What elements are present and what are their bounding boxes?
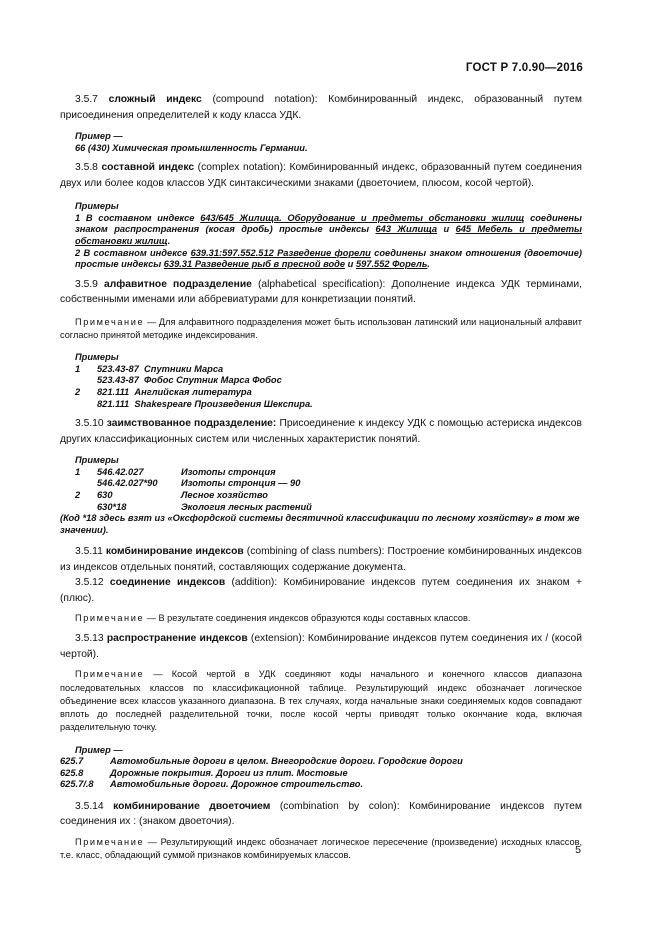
example-label: Пример —: [75, 131, 123, 141]
section-number: 3.5.14: [75, 800, 104, 812]
note: [60, 316, 582, 342]
example-text: 66 (430) Химическая промышленность Германии.: [75, 142, 308, 153]
term: алфавитное подразделение: [104, 278, 252, 290]
udc-link[interactable]: 639.31:597.552.512 Разведение форели: [190, 247, 371, 258]
note: [60, 612, 582, 625]
note-text: — Результирующий индекс обозначает логическое пересечение (произведение) исходных классов, т.е. класс, обладающий суммой признаков комбинируемых классов.: [60, 836, 582, 861]
section-3-5-14: [60, 799, 582, 830]
section-3-5-9: [60, 277, 582, 308]
section-number: 3.5.7: [75, 94, 98, 105]
note-label: Примечание: [75, 613, 145, 624]
table-row: 1 523.43-87 Спутники Марса: [75, 363, 224, 374]
note-label: Примечание: [75, 316, 145, 327]
example-text: и: [347, 259, 354, 270]
definition: (combination by colon): Комбинирование индексов путем соединения их : (знаком двоеточия).: [60, 800, 582, 828]
term: сложный индекс: [108, 94, 202, 105]
section-3-5-12: [60, 575, 582, 606]
term: заимствованное подразделение:: [106, 418, 277, 430]
examples-table: [60, 455, 582, 513]
definition: (extension): Комбинирование индексов путем соединения их / (косой чертой).: [60, 633, 582, 660]
section-number: 3.5.12: [75, 577, 104, 589]
table-row: 625.7 Автомобильные дороги в целом. Внегородские дороги. Городские дороги: [60, 756, 463, 767]
section-number: 3.5.10: [75, 418, 104, 430]
udc-link[interactable]: 639.31 Разведение рыб в пресной воде: [163, 259, 346, 270]
section-3-5-13: [60, 631, 582, 662]
example-text: 2 В составном индексе: [75, 247, 188, 258]
note-text: — Косой чертой в УДК соединяют коды начального и конечного классов диапазона последовательных классов по классификационной таблице. Результирующий индекс обозначает логическое объединение всех классов указанного диапазона. В тех случаях, когда начальные знаки соединяемых кодов совпадают вплоть до последней разделительной точки, после косой черты приводят только окончание кода, включая разделительную точку.: [60, 669, 582, 733]
examples-label: Примеры: [75, 201, 119, 212]
note-label: Примечание: [75, 669, 145, 680]
note-text: — В результате соединения индексов образуются коды составных классов.: [146, 613, 471, 624]
definition: Присоединение к индексу УДК с помощью астериска индексов других классификационных систем или численных характеристик понятий.: [60, 418, 582, 445]
examples-table: [60, 745, 582, 791]
note: [60, 836, 582, 862]
term: комбинирование индексов: [105, 546, 244, 558]
section-3-5-11: [60, 544, 582, 575]
table-row: 2 630 Лесное хозяйство: [75, 489, 268, 500]
section-number: 3.5.9: [75, 278, 98, 290]
table-row: 821.111 Shakespeare Произведения Шекспира.: [97, 398, 313, 409]
note-label: Примечание: [75, 836, 145, 847]
examples-label: Примеры: [75, 352, 119, 363]
term: комбинирование двоеточием: [113, 800, 271, 812]
example-2: [60, 248, 582, 271]
examples-label: Примеры: [75, 455, 119, 466]
definition: (alphabetical specification): Дополнение индекса УДК терминами, собственными именами или аббревиатурами для конкретизации понятий.: [60, 278, 582, 306]
note: [60, 668, 582, 734]
table-row: 2 821.111 Английская литература: [75, 386, 252, 397]
section-number: 3.5.11: [75, 546, 103, 558]
example-text: соединены знаком распространения (косая дробь) простые индексы: [75, 212, 582, 235]
example-remark: (Код *18 здесь взят из «Оксфордской системы десятичной классификации по лесному хозяйству» в том же значении).: [60, 513, 580, 535]
udc-link[interactable]: 643/645 Жилища. Оборудование и предметы обстановки жилищ: [200, 212, 525, 223]
definition: (complex notation): Комбинированный индекс, образованный путем соединения двух или более кодов классов УДК синтаксическими знаками (двоеточием, плюсом, косой чертой).: [60, 162, 582, 189]
table-row: 625.7/.8 Автомобильные дороги. Дорожное строительство.: [60, 779, 364, 790]
section-3-5-8: [60, 160, 582, 191]
example-label: Пример —: [75, 744, 123, 755]
term: составной индекс: [101, 162, 195, 174]
table-row: 1 546.42.027 Изотопы стронция: [75, 466, 276, 477]
udc-link[interactable]: 643 Жилища: [375, 224, 438, 235]
section-number: 3.5.13: [75, 633, 104, 645]
standard-header: ГОСТ Р 7.0.90—2016: [465, 62, 583, 74]
table-row: 625.8 Дорожные покрытия. Дороги из плит. Мостовые: [60, 767, 348, 778]
udc-link[interactable]: 597.552 Форель: [355, 259, 428, 270]
example-text: .: [167, 235, 171, 246]
example-text: .: [427, 259, 430, 270]
note-text: — Для алфавитного подразделения может быть использован латинский или национальный алфавит согласно принятой методике индексирования.: [60, 316, 582, 340]
table-row: 523.43-87 Фобос Спутник Марса Фобос: [97, 375, 282, 386]
example-text: 1 В составном индексе: [75, 212, 195, 223]
example-text: соединены знаком отношения (двоеточие) простые индексы: [75, 247, 582, 270]
term: распространение индексов: [106, 633, 248, 645]
term: соединение индексов: [109, 577, 226, 589]
definition: (combining of class numbers): Построение комбинированных индексов из индексов отдельных понятий, составляющих содержание документа.: [60, 546, 582, 573]
section-3-5-7: [60, 92, 582, 123]
section-number: 3.5.8: [75, 162, 98, 174]
table-row: 546.42.027*90 Изотопы стронция — 90: [97, 478, 301, 489]
example-1: [60, 213, 582, 248]
table-row: 630*18 Экология лесных растений: [97, 501, 312, 512]
example-text: и: [443, 224, 450, 235]
section-3-5-10: [60, 416, 582, 447]
udc-link[interactable]: 645 Мебель и предметы обстановки жилищ: [75, 224, 582, 246]
page-number: 5: [575, 844, 581, 856]
definition: (compound notation): Комбинированный индекс, образованный путем присоединения определителей к коду класса УДК.: [60, 94, 582, 121]
examples-table: [60, 352, 582, 410]
definition: (addition): Комбинирование индексов путем соединения их знаком + (плюс).: [60, 577, 582, 604]
document-body: [60, 92, 582, 862]
